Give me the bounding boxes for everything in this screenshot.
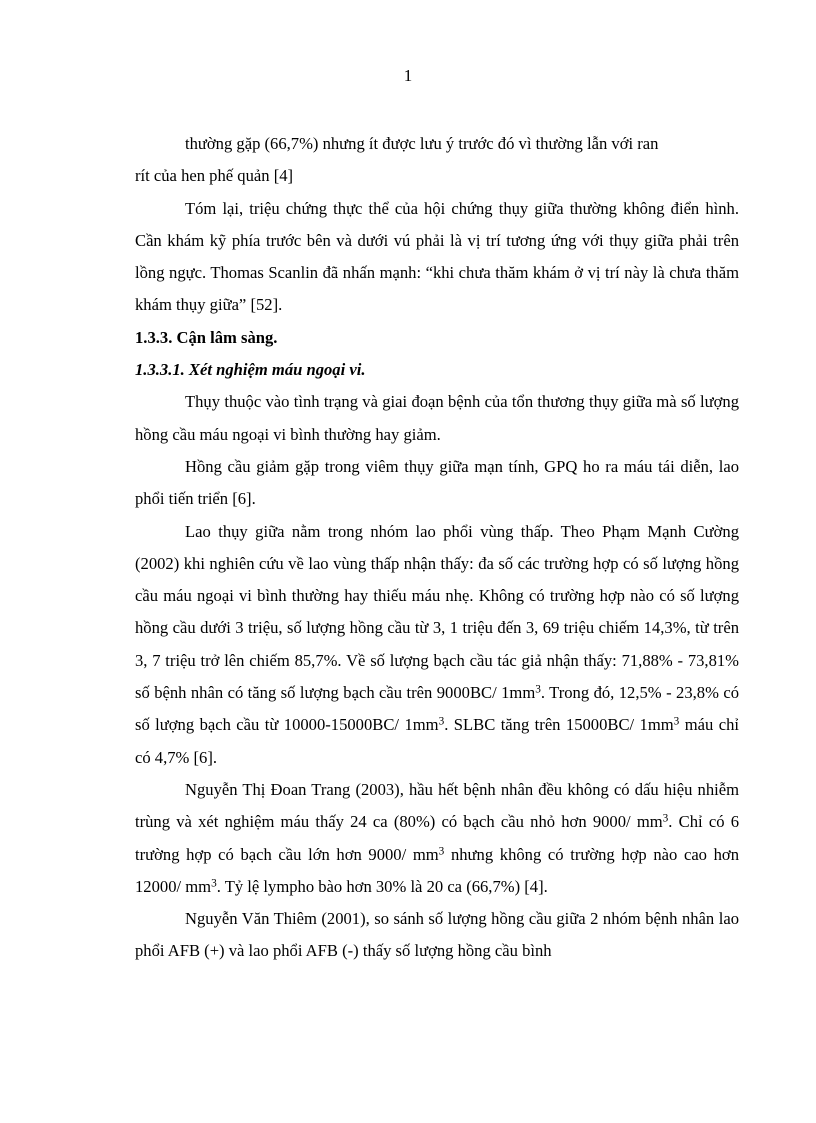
paragraph-red-cells: Thụy thuộc vào tình trạng và giai đoạn bệnh của tổn thương thụy giữa mà số lượng hồng cầu máu ngoại vi bình thường hay giảm.	[135, 392, 739, 444]
superscript: 3	[438, 844, 445, 857]
superscript: 3	[535, 683, 541, 696]
superscript: 3	[438, 715, 445, 728]
paragraph-line: thường gặp (66,7%) nhưng ít được lưu ý trước đó vì thường lẫn với ran	[185, 134, 659, 153]
superscript: 3	[211, 877, 217, 890]
paragraph-line: rít của hen phế quản [4]	[135, 166, 294, 186]
paragraph-anemia: Hồng cầu giảm gặp trong viêm thụy giữa mạn tính, GPQ ho ra máu tái diễn, lao phổi tiến triển [6].	[135, 456, 739, 509]
text-run: . Tỷ lệ lympho bào hơn 30% là 20 ca (66,7%) [4].	[216, 876, 548, 896]
text-run: Nguyễn Thị Đoan Trang (2003), hầu hết bệnh nhân đều không có dấu hiệu nhiễm trùng và xét nghiệm máu thấy 24 ca (80%) có bạch cầu nhỏ hơn 9000/ mm	[135, 779, 739, 832]
superscript: 3	[662, 812, 669, 825]
page-number: 1	[403, 66, 413, 85]
paragraph-continuation	[135, 128, 739, 193]
text-run: . Trong đó, 12,5% - 23,8% có số lượng bạch cầu từ 10000-15000BC/ 1mm	[135, 683, 739, 735]
paragraph-nguyen-thi-doan-trang	[135, 774, 739, 903]
subsection-heading-blood-test: 1.3.3.1. Xét nghiệm máu ngoại vi.	[135, 360, 366, 380]
text-run: nhưng không có trường hợp nào cao hơn 12000/ mm	[135, 844, 739, 896]
document-body	[135, 128, 739, 968]
paragraph-pham-manh-cuong	[135, 516, 739, 774]
text-run: . Chỉ có 6 trường hợp có bạch cầu lớn hơn 9000/ mm	[135, 812, 739, 864]
superscript: 3	[673, 715, 680, 728]
text-run: Lao thụy giữa nằm trong nhóm lao phổi vùng thấp. Theo Phạm Mạnh Cường (2002) khi nghiên cứu về lao vùng thấp nhận thấy: đa số các trường hợp có số lượng hồng cầu máu ngoại vi bình thường hay thiếu máu nhẹ. Không có trường hợp nào có số lượng hồng cầu dưới 3 triệu, số lượng hồng cầu từ 3, 1 triệu đến 3, 69 triệu chiếm 14,3%, từ trên 3, 7 triệu trở lên chiếm 85,7%. Về số lượng bạch cầu tác giả nhận thấy: 71,88% - 73,81% số bệnh nhân có tăng số lượng bạch cầu trên 9000BC/ 1mm	[135, 521, 739, 703]
paragraph-nguyen-van-thiem: Nguyễn Văn Thiêm (2001), so sánh số lượng hồng cầu giữa 2 nhóm bệnh nhân lao phổi AFB (+) và lao phổi AFB (-) thấy số lượng hồng cầu bình	[135, 909, 739, 961]
text-run: máu chỉ có 4,7% [6].	[135, 715, 739, 767]
paragraph-physical-signs: Tóm lại, triệu chứng thực thể của hội chứng thụy giữa thường không điển hình. Cần khám kỹ phía trước bên và dưới vú phải là vị trí tương ứng với thụy giữa phải trên lồng ngực. Thomas Scanlin đã nhấn mạnh: “khi chưa thăm khám ở vị trí này là chưa thăm khám thụy giữa” [52].	[135, 198, 739, 315]
section-heading-lab-tests: 1.3.3. Cận lâm sàng.	[135, 327, 278, 347]
text-run: . SLBC tăng trên 15000BC/ 1mm	[444, 715, 674, 735]
